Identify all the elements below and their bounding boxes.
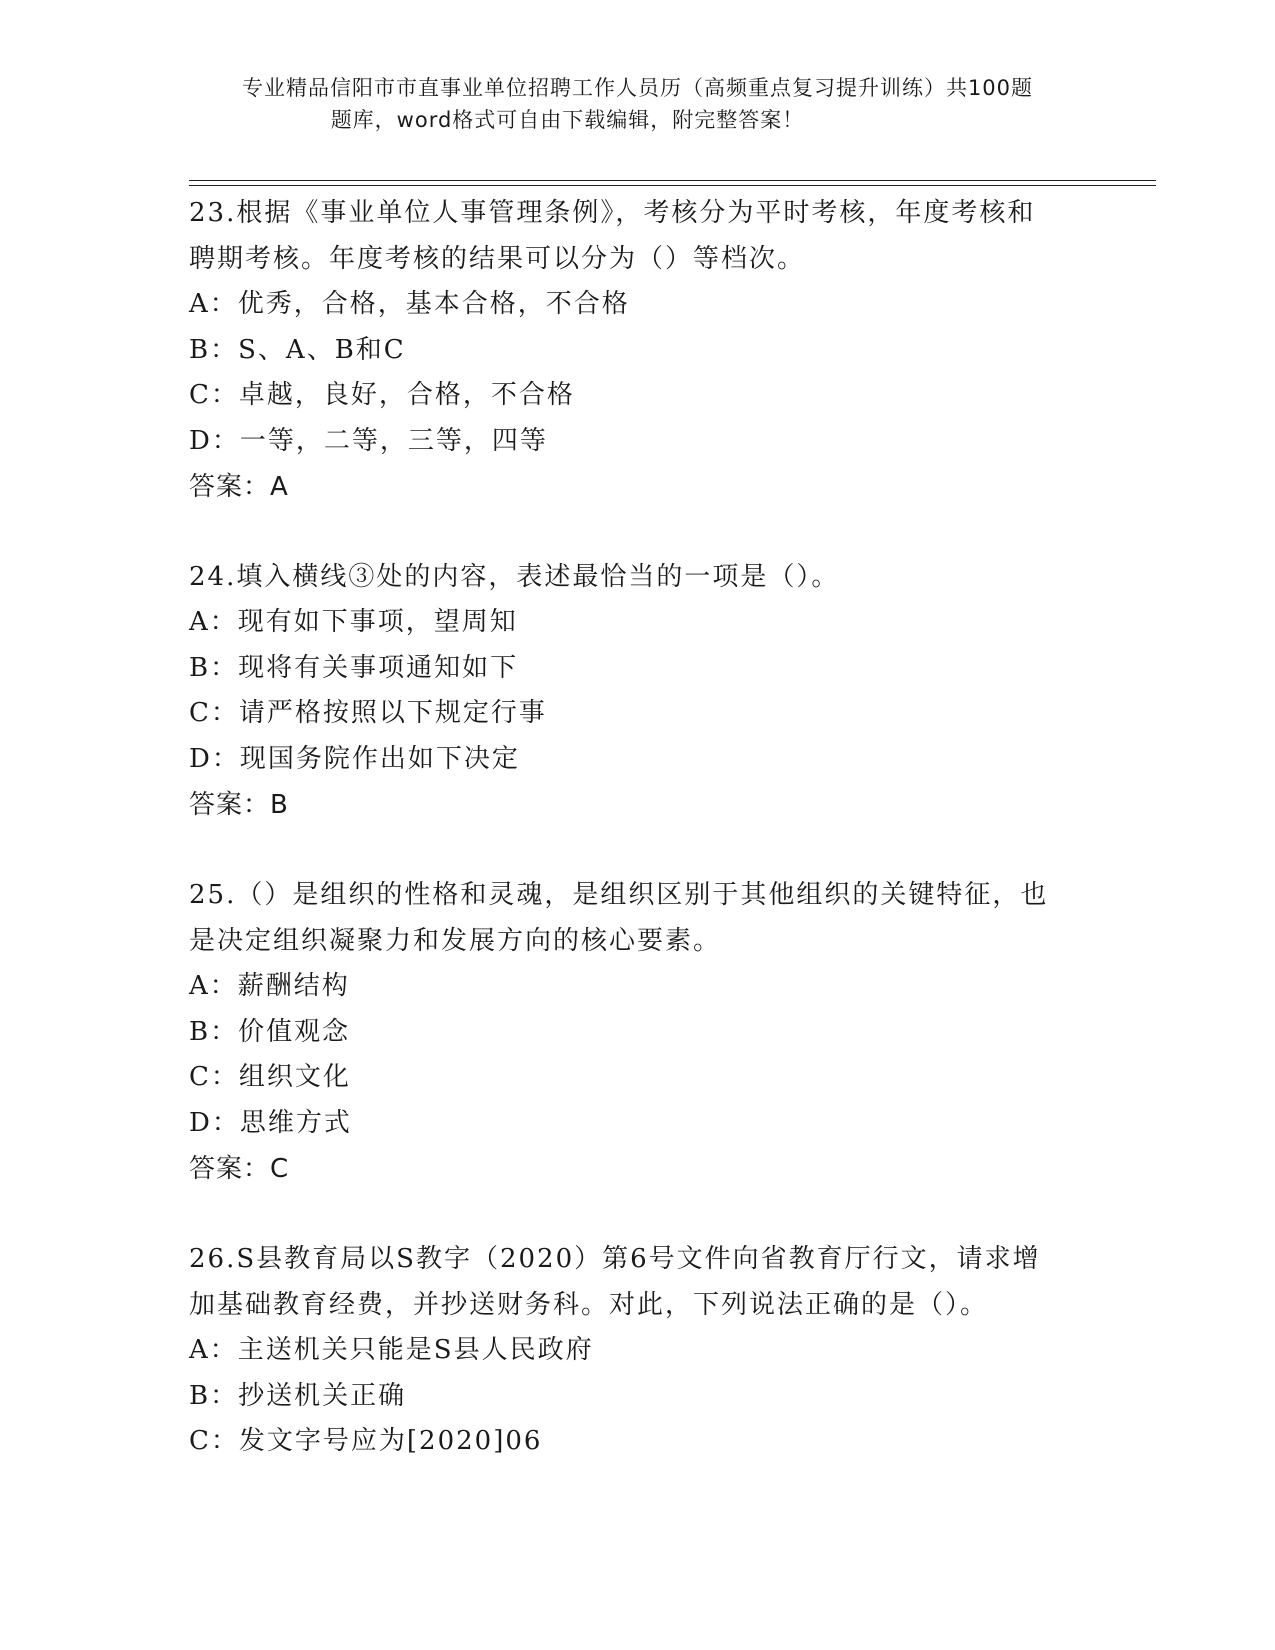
option-d: D：思维方式 bbox=[189, 1107, 352, 1138]
question-25 bbox=[189, 872, 1089, 1192]
option-a: A：现有如下事项，望周知 bbox=[189, 607, 518, 637]
answer: 答案：C bbox=[189, 1154, 290, 1184]
question-stem-line: 25.（）是组织的性格和灵魂，是组织区别于其他组织的关键特征，也 bbox=[189, 880, 1049, 910]
option-d: D：一等，二等，三等，四等 bbox=[189, 425, 548, 456]
question-stem-line: 26.S县教育局以S教字（2020）第6号文件向省教育厅行文，请求增 bbox=[189, 1244, 1041, 1274]
option-c: C：组织文化 bbox=[189, 1062, 351, 1092]
option-c: C：发文字号应为[2020]06 bbox=[189, 1426, 543, 1456]
header-rule-bottom bbox=[189, 185, 1156, 186]
option-a: A：薪酬结构 bbox=[189, 971, 350, 1001]
question-stem-line: 是决定组织凝聚力和发展方向的核心要素。 bbox=[189, 926, 722, 956]
option-b: B：价值观念 bbox=[189, 1016, 351, 1047]
header-rule-top bbox=[189, 180, 1156, 181]
question-26 bbox=[189, 1236, 1089, 1465]
question-list bbox=[189, 190, 1089, 1509]
question-23 bbox=[189, 190, 1089, 510]
header-line-2: 题库，word格式可自由下载编辑，附完整答案！ bbox=[330, 108, 805, 132]
option-a: A：优秀，合格，基本合格，不合格 bbox=[189, 289, 630, 319]
option-a: A：主送机关只能是S县人民政府 bbox=[189, 1335, 594, 1365]
question-stem-line: 24.填入横线③处的内容，表述最恰当的一项是（）。 bbox=[189, 562, 840, 592]
answer: 答案：A bbox=[189, 472, 289, 502]
option-b: B：S、A、B和C bbox=[189, 334, 406, 365]
option-b: B：现将有关事项通知如下 bbox=[189, 652, 519, 683]
answer: 答案：B bbox=[189, 790, 289, 820]
option-b: B：抄送机关正确 bbox=[189, 1380, 407, 1411]
header-line-1: 专业精品信阳市市直事业单位招聘工作人员历（高频重点复习提升训练）共100题 bbox=[241, 76, 1034, 100]
option-c: C：卓越，良好，合格，不合格 bbox=[189, 380, 575, 410]
option-d: D：现国务院作出如下决定 bbox=[189, 743, 520, 774]
option-c: C：请严格按照以下规定行事 bbox=[189, 698, 547, 728]
question-24 bbox=[189, 554, 1089, 828]
question-stem-line: 聘期考核。年度考核的结果可以分为（）等档次。 bbox=[189, 244, 806, 274]
document-header bbox=[0, 72, 1275, 136]
question-stem-line: 23.根据《事业单位人事管理条例》，考核分为平时考核，年度考核和 bbox=[189, 198, 1036, 228]
question-stem-line: 加基础教育经费，并抄送财务科。对此，下列说法正确的是（）。 bbox=[189, 1290, 989, 1320]
